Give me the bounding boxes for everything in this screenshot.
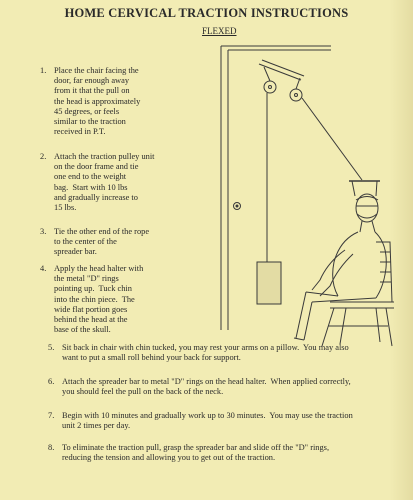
seated-person <box>294 194 386 340</box>
step-number: 1. <box>40 66 47 75</box>
step-text: Tie the other end of the rope to the center of the spreader bar. <box>54 227 150 257</box>
step-number: 3. <box>40 227 47 236</box>
weight-bag <box>257 262 281 304</box>
step-number: 2. <box>40 152 47 161</box>
step-text: To eliminate the traction pull, grasp the spreader bar and slide off the "D" rings, reducing the tension and allowing you to get out of the traction. <box>62 443 330 463</box>
step-number: 7. <box>48 411 55 420</box>
step-text: Attach the traction pulley unit on the door frame and tie one end to the weight bag. Start with 10 lbs and gradually increase to 15 lbs. <box>54 152 155 213</box>
step-number: 5. <box>48 343 55 352</box>
step-text: Apply the head halter with the metal "D" rings pointing up. Tuck chin into the chin piece. The wide flat portion goes behind the head at the base of the skull. <box>54 264 144 335</box>
step-text: Attach the spreader bar to metal "D" rings on the head halter. When applied correctly, you should feel the pull on the back of the neck. <box>62 377 351 397</box>
step-text: Begin with 10 minutes and gradually work up to 30 minutes. You may use the traction unit 2 times per day. <box>62 411 353 431</box>
page-title: HOME CERVICAL TRACTION INSTRUCTIONS <box>64 6 349 20</box>
rope-to-spreader <box>302 98 362 180</box>
step-number: 8. <box>48 443 55 452</box>
step-text: Sit back in chair with chin tucked, you may rest your arms on a pillow. You may also want to put a small roll behind your back for support. <box>62 343 349 363</box>
step-number: 6. <box>48 377 55 386</box>
pulley-unit <box>259 60 304 101</box>
step-text: Place the chair facing the door, far enough away from it that the pull on the head is approximately 45 degrees, or feels similar to the traction received in P.T. <box>54 66 141 137</box>
step-number: 4. <box>40 264 47 273</box>
chair <box>322 242 394 346</box>
page-subtitle: FLEXED <box>202 26 237 36</box>
